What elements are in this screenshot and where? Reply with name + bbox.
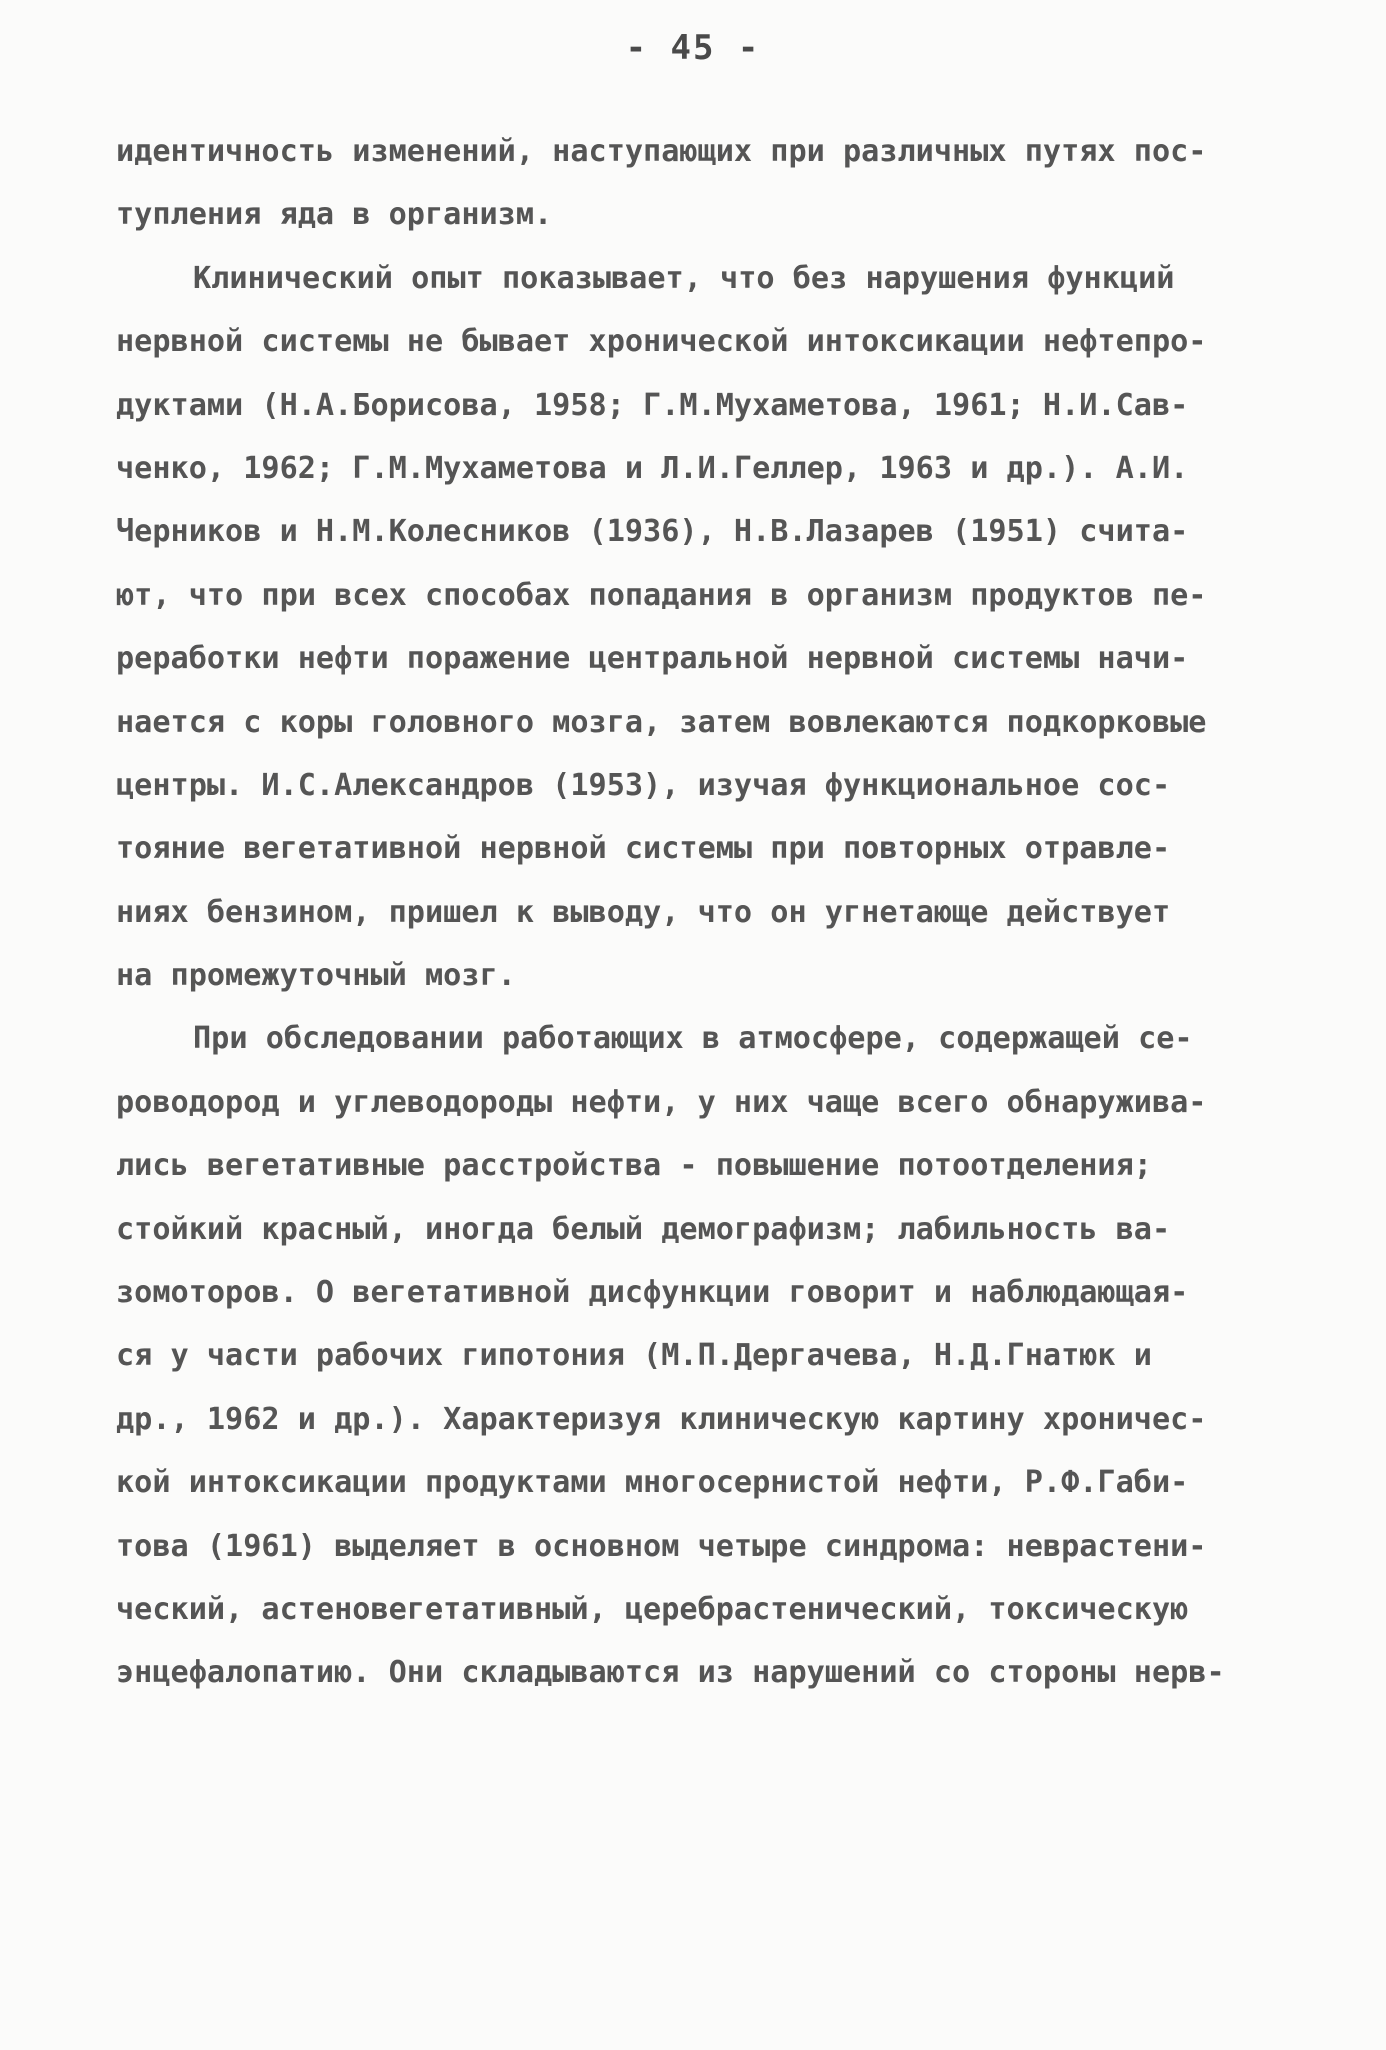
- paragraph: [116, 1007, 1276, 1704]
- text-line: това (1961) выделяет в основном четыре синдрома: неврастени-: [116, 1528, 1207, 1564]
- text-line: ченко, 1962; Г.М.Мухаметова и Л.И.Геллер, 1963 и др.). А.И.: [116, 450, 1189, 486]
- text-line: центры. И.С.Александров (1953), изучая функциональное сос-: [116, 767, 1171, 803]
- text-line: роводород и углеводороды нефти, у них чаще всего обнаружива-: [116, 1084, 1207, 1120]
- paragraph: [116, 120, 1276, 247]
- text-line: реработки нефти поражение центральной нервной системы начи-: [116, 641, 1189, 677]
- text-line: дуктами (Н.А.Борисова, 1958; Г.М.Мухаметова, 1961; Н.И.Сав-: [116, 387, 1189, 423]
- text-line: нается с коры головного мозга, затем вовлекаются подкорковые: [116, 704, 1207, 740]
- text-line: При обследовании работающих в атмосфере, содержащей се-: [193, 1021, 1193, 1057]
- text-line: ся у части рабочих гипотония (М.П.Дергачева, Н.Д.Гнатюк и: [116, 1338, 1152, 1374]
- text-line: на промежуточный мозг.: [116, 958, 516, 994]
- text-line: тупления яда в организм.: [116, 197, 553, 233]
- paragraph: [116, 247, 1276, 1008]
- text-line: кой интоксикации продуктами многосернистой нефти, Р.Ф.Габи-: [116, 1465, 1189, 1501]
- page-number: - 45 -: [625, 28, 761, 68]
- text-line: стойкий красный, иногда белый демографизм; лабильность ва-: [116, 1211, 1171, 1247]
- text-line: энцефалопатию. Они складываются из нарушений со стороны нерв-: [116, 1655, 1225, 1691]
- text-line: ют, что при всех способах попадания в организм продуктов пе-: [116, 577, 1207, 613]
- text-line: тояние вегетативной нервной системы при повторных отравле-: [116, 831, 1171, 867]
- text-line: др., 1962 и др.). Характеризуя клиническую картину хроничес-: [116, 1401, 1207, 1437]
- text-line: Клинический опыт показывает, что без нарушения функций: [193, 260, 1175, 296]
- text-line: ческий, астеновегетативный, церебрастенический, токсическую: [116, 1591, 1189, 1627]
- text-line: зомоторов. О вегетативной дисфункции говорит и наблюдающая-: [116, 1275, 1189, 1311]
- text-line: Черников и Н.М.Колесников (1936), Н.В.Лазарев (1951) счита-: [116, 514, 1189, 550]
- text-line: идентичность изменений, наступающих при различных путях пос-: [116, 134, 1207, 169]
- body-text: [116, 120, 1276, 1705]
- text-line: нервной системы не бывает хронической интоксикации нефтепро-: [116, 324, 1207, 360]
- text-line: лись вегетативные расстройства - повышение потоотделения;: [116, 1148, 1152, 1184]
- text-line: ниях бензином, пришел к выводу, что он угнетающе действует: [116, 894, 1171, 930]
